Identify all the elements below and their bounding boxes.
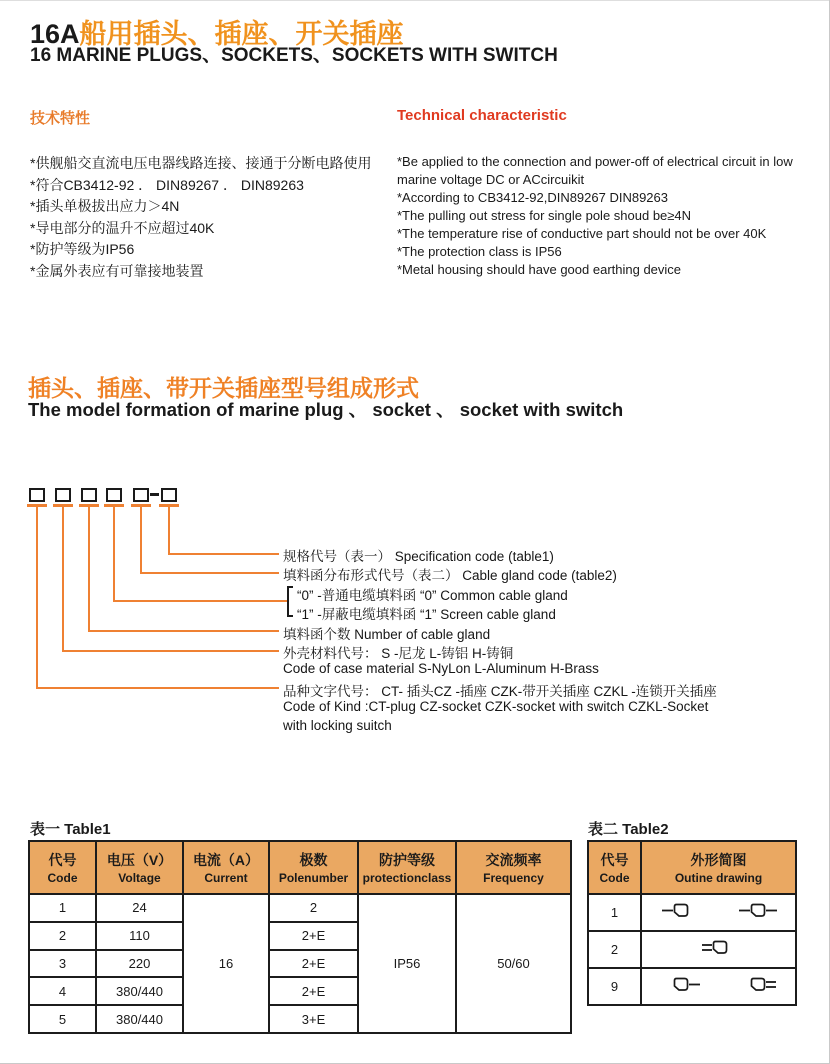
tech-item-en: *Metal housing should have good earthing device — [397, 262, 682, 277]
gland-drawing-icon — [658, 974, 702, 999]
tech-list-cn — [30, 153, 392, 282]
model-digit-box — [161, 488, 177, 502]
tech-item-cn: *符合CB3412-92 ． DIN89267 ． DIN89263 — [30, 176, 304, 193]
formation-heading-en: The model formation of marine plug 、 socket 、 socket with switch — [28, 399, 624, 420]
table-row — [588, 894, 796, 931]
connector-line — [168, 553, 279, 555]
tech-item-cn: *供舰船交直流电压电器线路连接、接通于分断电路使用 — [30, 155, 372, 171]
cell-code: 2 — [588, 931, 641, 968]
connector-line — [88, 630, 279, 632]
table1-header-voltage: 电压（V） Voltage — [96, 841, 183, 894]
cell-pole: 2 — [269, 894, 358, 922]
model-digit-box — [29, 488, 45, 502]
cell-code: 4 — [29, 977, 96, 1005]
cell-voltage: 110 — [96, 922, 183, 950]
table1-header-row — [29, 841, 571, 894]
bracket-glyph — [287, 586, 293, 617]
tech-heading-en: Technical characteristic — [397, 107, 567, 124]
cell-frequency-merged: 50/60 — [456, 894, 571, 1033]
cell-current-merged: 16 — [183, 894, 269, 1033]
table1-header-polenumber: 极数 Polenumber — [269, 841, 358, 894]
tech-item-en: *According to CB3412-92,DIN89267 DIN89263 — [397, 190, 669, 205]
tech-item-en: *Be applied to the connection and power-off of electrical circuit in low marine voltage DC or ACcircuikit — [397, 154, 793, 187]
table1-header-code: 代号 Code — [29, 841, 96, 894]
cell-code: 1 — [588, 894, 641, 931]
table1-header-current: 电流（A） Current — [183, 841, 269, 894]
tech-list-en — [397, 153, 819, 279]
tech-item-cn: *插头单极拔出应力＞4N — [30, 198, 180, 214]
dash-separator — [150, 493, 159, 496]
connector-line — [36, 687, 279, 689]
cell-pole: 3+E — [269, 1005, 358, 1033]
formation-label: Code of case material S-NyLon L-Aluminum H-Brass — [283, 661, 599, 676]
connector-line — [140, 572, 279, 574]
page-title-chinese: 船用插头、插座、开关插座 — [79, 19, 404, 49]
tech-heading-cn: 技术特性 — [30, 110, 91, 127]
table-row — [588, 931, 796, 968]
connector-line — [88, 507, 90, 632]
cell-code: 2 — [29, 922, 96, 950]
table2-header-drawing: 外形简图 Outine drawing — [641, 841, 796, 894]
connector-line — [113, 507, 115, 602]
formation-label: “0” -普通电缆填料函 “0” Common cable gland — [297, 588, 568, 603]
tech-item-cn: *金属外表应有可靠接地装置 — [30, 262, 204, 279]
cell-voltage: 24 — [96, 894, 183, 922]
connector-line — [168, 507, 170, 555]
formation-label: Code of Kind :CT-plug CZ-socket CZK-socket with switch CZKL-Socket — [283, 699, 709, 714]
table1 — [28, 840, 572, 1034]
cell-code: 3 — [29, 950, 96, 978]
cell-pole: 2+E — [269, 950, 358, 978]
gland-drawing-icon — [735, 900, 779, 925]
cell-protection-merged: IP56 — [358, 894, 456, 1033]
model-digit-box — [106, 488, 122, 502]
table2-header-code: 代号 Code — [588, 841, 641, 894]
cell-code: 9 — [588, 968, 641, 1005]
formation-heading-cn: 插头、插座、带开关插座型号组成形式 — [28, 375, 419, 401]
page-title-prefix: 16A — [30, 19, 80, 49]
table1-caption: 表一 Table1 — [30, 821, 111, 838]
formation-label: 外壳材料代号： S -尼龙 L-铸铝 H-铸铜 — [283, 646, 514, 661]
model-digit-box — [81, 488, 97, 502]
formation-label: 规格代号（表一） Specification code (table1) — [283, 549, 554, 564]
tech-item-en: *The pulling out stress for single pole shoud be≥4N — [397, 208, 692, 223]
gland-drawing-icon — [735, 974, 779, 999]
gland-drawing-icon — [697, 937, 741, 962]
table-row — [588, 968, 796, 1005]
cell-voltage: 220 — [96, 950, 183, 978]
table2 — [587, 840, 797, 1006]
gland-drawing-icon — [658, 900, 702, 925]
cell-code: 1 — [29, 894, 96, 922]
tech-item-en: *The temperature rise of conductive part should not be over 40K — [397, 226, 767, 241]
table1-header-protection: 防护等级 protectionclass — [358, 841, 456, 894]
table1-header-frequency: 交流频率 Frequency — [456, 841, 571, 894]
tech-item-en: *The protection class is IP56 — [397, 244, 562, 259]
connector-line — [113, 600, 287, 602]
table2-caption: 表二 Table2 — [588, 821, 669, 838]
table2-header-row — [588, 841, 796, 894]
cell-pole: 2+E — [269, 977, 358, 1005]
connector-line — [62, 650, 279, 652]
cell-pole: 2+E — [269, 922, 358, 950]
tech-item-cn: *导电部分的温升不应超过40K — [30, 219, 215, 236]
model-digit-box — [133, 488, 149, 502]
cell-voltage: 380/440 — [96, 1005, 183, 1033]
formation-label: with locking suitch — [283, 718, 392, 733]
connector-line — [62, 507, 64, 652]
tech-item-cn: *防护等级为IP56 — [30, 241, 135, 257]
connector-line — [36, 507, 38, 689]
page-subtitle: 16 MARINE PLUGS、SOCKETS、SOCKETS WITH SWITCH — [30, 45, 558, 66]
cell-code: 5 — [29, 1005, 96, 1033]
model-digit-box — [55, 488, 71, 502]
formation-label: 填料函分布形式代号（表二） Cable gland code (table2) — [283, 568, 617, 583]
connector-line — [140, 507, 142, 574]
formation-label: 填料函个数 Number of cable gland — [283, 627, 491, 642]
cell-voltage: 380/440 — [96, 977, 183, 1005]
formation-label: “1” -屏蔽电缆填料函 “1” Screen cable gland — [297, 607, 556, 622]
table-row — [29, 894, 571, 922]
formation-label: 品种文字代号： CT- 插头CZ -插座 CZK-带开关插座 CZKL -连锁开关插座 — [283, 684, 717, 699]
